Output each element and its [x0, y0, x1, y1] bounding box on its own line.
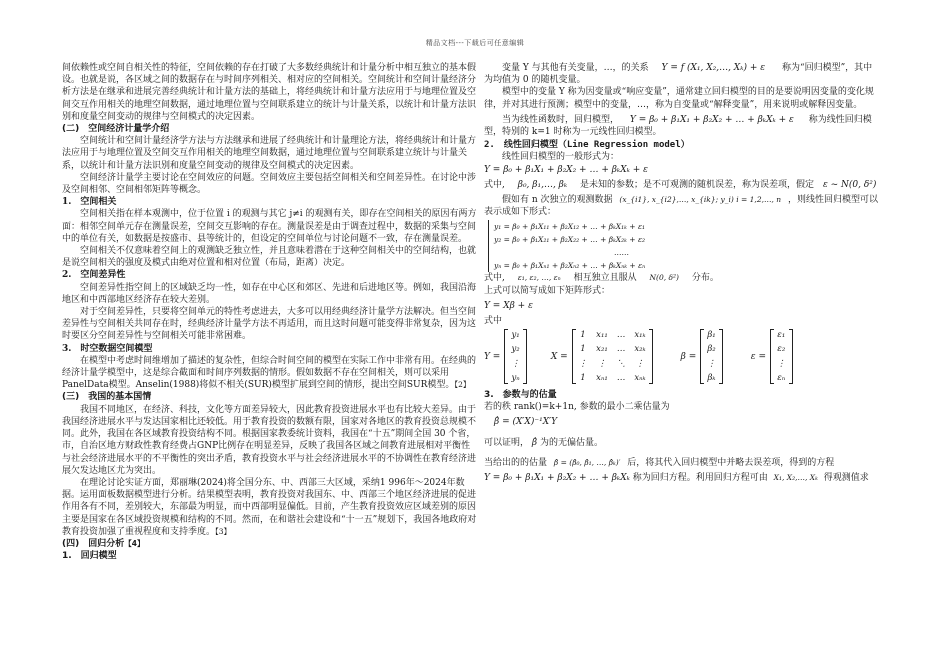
matrix-cell: xₙₖ [634, 372, 646, 383]
paragraph: 我国不同地区，在经济、科技，文化等方面差异较大，因此教育投资进展水平也有比较大差异。由于我国经济进展水平与发达国家相比还较低。用于教育投资的数额有限，国家对各地区的教育投资总规模不同。此外，我国在各区域教育投资结构不同。根据国家教委统计资料，我国在“十五”期间全国 30 个省，市，自治区地方财政性教育经费占GNP比例存在明显差异，反映了我国各区域之间教育进展相对平衡性与社会经济进展水平的不平衡性的突出矛盾，教育投资水平与社会经济进展水平的不协调性在教育经济进展欠发达地区尤为突出。 [62, 404, 477, 476]
paragraph: 式中 [484, 316, 503, 327]
matrix-cell: x₁₁ [596, 330, 608, 341]
matrix-x [551, 329, 653, 384]
paragraph-text: 式中, [484, 179, 505, 190]
paragraph-text: 当给出的的估量 [484, 457, 548, 468]
section-heading: (二) 空间经济计量学介绍 [62, 124, 170, 135]
paragraph [484, 437, 880, 449]
matrix-cell: … [616, 330, 626, 341]
heading-text: 2. 线性回归模型（Line Regression model） [484, 140, 690, 151]
section-heading [62, 538, 478, 550]
paragraph: 空间统计和空间计量经济学方法与方法继承和进展了经典统计和计量理论方法，将经典统计和计量方法应用于与地理位置及空间交互作用相关的地理空间数据，通过地理位置与空间联系建立统计与计量关系，以统计和计量方法识别和度量空间变动的规律及空间模式的决定因素。 [62, 136, 477, 171]
matrix-cell: … [616, 344, 626, 355]
equation: β̂ = (X′X)⁻¹X′Y [494, 417, 558, 428]
paragraph [62, 477, 478, 538]
matrix-cell: 1 [580, 330, 586, 341]
paragraph-text: 在理论讨论实证方面，郑丽琳(2024)将全国分东、中、西部三大区域，采纳1 996年～2024年数据。运用面板数据模型进行分析。结果模型表明，教育投资对我国东、中、西部三个地区经济进展的促进作用各有不同，差别较大，东部最为明显，而中西部明显偏低。目前，产生教育投资效应区域差别的原因主要是国家在各区域投资规模和结构的不同。然而，在和谐社会建设和“十一五”规划下，我国各地政府对教育投资加强了重视程度和支持季度。 [62, 477, 477, 537]
equation: Y = β₀ + β₁X₁ + β₂X₂ + … + βₖXₖ [484, 473, 630, 484]
equation-row: yₙ = β₀ + β₁Xₙ₁ + β₂Xₙ₂ + … + βₖXₙₖ + εₙ [494, 261, 646, 271]
equation: Y = Xβ + ε [484, 300, 533, 311]
citation: 【4】 [124, 538, 145, 548]
equation: Y = β₀ + β₁X₁ + β₂X₂ + … + βₖXₖ + ε [484, 164, 648, 175]
matrix-beta [681, 329, 723, 384]
equation: Y = f (X₁, X₂,…, Xₖ) + ε [661, 63, 766, 73]
matrix-cell: εₙ [777, 372, 786, 383]
paragraph-text: 称为回归方程。利用回归方程可由 [632, 473, 768, 484]
matrix-cell: ε₂ [777, 344, 786, 355]
subsection-heading: 1. 空间相关 [62, 197, 117, 208]
paragraph-text: 假如有 n 次独立的观测数据 [502, 195, 613, 206]
paragraph [62, 355, 478, 392]
matrix-cell: … [616, 372, 626, 383]
matrix-label: β = [680, 351, 697, 362]
paragraph-text: 得观测值求 [823, 473, 869, 484]
paragraph: 空间相关不仅意味着空间上的观测缺乏独立性，并且意味着潜在于这种空间相关中的空间结构，也就是说空间相关的强度及模式由绝对位置和相对位置（布局，距离）决定。 [62, 246, 477, 269]
matrix-cell: ⋮ [777, 358, 786, 369]
matrix-cell: ⋮ [597, 358, 607, 369]
matrix-cell: x₁ₖ [634, 330, 646, 341]
paragraph-text: 可以证明， [484, 437, 530, 448]
paragraph-text: 相互独立且服从 [573, 273, 637, 284]
matrix-cells [576, 329, 649, 384]
equation: β̂ [531, 437, 538, 448]
equation: Y = β₀ + β₁X₁ + β₂X₂ + … + βₖXₖ + ε [629, 114, 794, 125]
paragraph [484, 457, 880, 469]
paragraph: 对于空间差异性，只要将空间单元的特性考虑进去，大多可以用经典经济计量学方法解决。但当空间差异性与空间相关共同存在时，经典经济计量学方法不再适用，而且这时问题可能变得非常复杂，因为这时要区分空间差异性与空间相关可能非常困难。 [62, 307, 477, 342]
equation-row: …… [614, 248, 629, 258]
matrix-label: ε = [750, 351, 766, 362]
paragraph-text: 是未知的参数；是不可观测的随机误差，称为误差项，假定 [580, 179, 815, 190]
paragraph: 空间差异性指空间上的区域缺乏均一性，如存在中心区和郊区、先进和后进地区等。例如，我国沿海地区和中西部地区经济存在较大差别。 [62, 282, 477, 305]
matrix-definitions [484, 329, 880, 384]
matrix-epsilon [751, 329, 793, 384]
equation: ε ~ N(0, δ²) [822, 179, 877, 190]
subsection-heading: 3. 参数与的估量 [484, 390, 557, 401]
matrix-cell: β₂ [707, 344, 716, 355]
matrix-cell: x₂₁ [596, 344, 608, 355]
paragraph [484, 179, 880, 191]
matrix-cell: ⋮ [511, 358, 520, 369]
paragraph-text: 分布。 [691, 273, 719, 284]
matrix-cell: x₂ₖ [634, 344, 646, 355]
citation: 【3】 [215, 526, 232, 536]
equation-row: y₂ = β₀ + β₁X₂₁ + β₂X₂₂ + … + βₖX₂ₖ + ε₂ [494, 235, 645, 245]
matrix-cell: ⋮ [635, 358, 645, 369]
paragraph-text: 为的无偏估量。 [539, 437, 603, 448]
paragraph: 间依赖性或空间自相关性的特征，空间依赖的存在打破了大多数经典统计和计量分析中相互独立的基本假设。也就是说，各区域之间的数据存在与时间序列相关、相对应的空间相关。空间统计和空间计量经济分析方法是在继承和进展完善经典统计和计量方法的基础上，将经典统计和计量方法应用于与地理位置及空间交互作用相关的地理空间数据，通过地理位置与空间联系建立的统计与计量关系，以统计和计量方法识别和度量空间变动的规律与空间模式的决定因素。 [62, 63, 477, 122]
paragraph-text: 后，将其代入回归模型中并略去误差项，得到的方程 [627, 457, 835, 468]
matrix-cell: y₂ [511, 344, 520, 355]
matrix-cell: β₁ [707, 330, 716, 341]
paragraph: 若的秩 rank()=k+1n, 参数的最小二乘估量为 [484, 402, 670, 413]
matrix-cell: ⋮ [578, 358, 588, 369]
equation: X₁, X₂,…, Xₖ [773, 473, 818, 483]
matrix-cell: yₙ [511, 372, 520, 383]
right-column [484, 62, 880, 484]
matrix-cell: xₙ₁ [596, 372, 608, 383]
matrix-y [484, 329, 527, 384]
paragraph [484, 472, 880, 484]
paragraph: 空间经济计量学主要讨论在空间效应的问题。空间效应主要包括空间相关和空间差异性。在讨论中涉及空间相邻、空间相邻矩阵等概念。 [62, 172, 477, 196]
matrix-label: X = [550, 351, 568, 362]
matrix-cells [508, 329, 523, 384]
section-heading: (三) 我国的基本国情 [62, 392, 152, 403]
paragraph-text: 称为“回归模型”，其中为均值为 0 的随机变量。 [484, 63, 873, 86]
equation: N(0, δ²) [649, 273, 679, 283]
paragraph-text: ，则线性回归模型可以表示成如下形式： [484, 195, 878, 218]
matrix-cells [704, 329, 719, 384]
paragraph-text: 在模型中考虑时间维增加了描述的复杂性，但综合时间空间的模型在实际工作中非常有用。在经典的经济计量学模型中，这是综合截面和时间序列数据的情形。假如数据不存在空间相关，则可以采用PanelData模型。Anselin(1988)将似不相关(SUR)模型扩展到空间的情形，提出空间SUR模型。 [62, 355, 477, 391]
equation: (x_{i1}, x_{i2},…, x_{ik}; y_i) i = 1,2,…, n [619, 195, 782, 205]
matrix-cell: βₖ [707, 372, 716, 383]
equation-system [488, 220, 880, 272]
paragraph-text: 变量 Y 与其他有关变量，…，的关系 [502, 63, 649, 73]
equation: β₀, β₁,…, βₖ [517, 179, 568, 190]
paragraph [484, 272, 880, 284]
subsection-heading: 2. 空间差异性 [62, 270, 126, 281]
matrix-cell: 1 [580, 344, 586, 355]
page-header: 精品文档---下载后可任意编辑 [425, 39, 525, 47]
matrix-label: Y = [484, 351, 501, 362]
matrix-cell: y₁ [511, 330, 520, 341]
paragraph-text: 当为线性函数时，回归模型， [502, 114, 620, 125]
heading-text: (四) 回归分析 [62, 538, 125, 549]
matrix-cell: ⋱ [616, 358, 626, 369]
paragraph: 线性回归模型的一般形式为： [502, 152, 620, 163]
paragraph [484, 62, 880, 86]
equation: β̂ = (β̂₀, β̂₁, …, β̂ₖ)′ [553, 457, 621, 467]
subsection-heading: 1. 回归模型 [62, 551, 117, 562]
paragraph [484, 194, 880, 218]
paragraph-text: 式中, [484, 273, 505, 284]
subsection-heading: 3. 时空数据空间模型 [62, 343, 153, 354]
paragraph-text: 称为线性回归模型，特别的 k=1 时称为一元线性回归模型。 [484, 114, 872, 138]
matrix-cells [774, 329, 789, 384]
paragraph [484, 114, 880, 138]
citation: 【2】 [454, 380, 471, 390]
left-column [62, 62, 478, 562]
paragraph: 空间相关指在样本观测中，位于位置 i 的观测与其它 j≠i 的观测有关，即存在空间相关的原因有两方面：相邻空间单元存在测量误差，空间交互影响的存在。测量误差是由于调查过程中，数据的采集与空间中的单位有关，如数据是按盛市、县等统计的，但设定的空间单位与讨论问题不一致，存在测量误差。 [62, 209, 477, 244]
equation-row: y₁ = β₀ + β₁X₁₁ + β₂X₁₂ + … + βₖX₁ₖ + ε₁ [494, 222, 645, 232]
matrix-cell: 1 [580, 372, 586, 383]
matrix-cell: ε₁ [777, 330, 786, 341]
equation: ε₁, ε₂, …, εₙ [517, 273, 561, 283]
paragraph: 模型中的变量 Y 称为因变量或“响应变量”，通常建立回归模型的目的是要说明因变量的变化规律，并对其进行预测；模型中的变量，…，称为自变量或“解释变量”，用来说明或解释因变量。 [484, 87, 874, 110]
matrix-cell: ⋮ [707, 358, 716, 369]
subsection-heading [484, 139, 880, 151]
paragraph: 上式可以简写成如下矩阵形式： [484, 285, 611, 296]
